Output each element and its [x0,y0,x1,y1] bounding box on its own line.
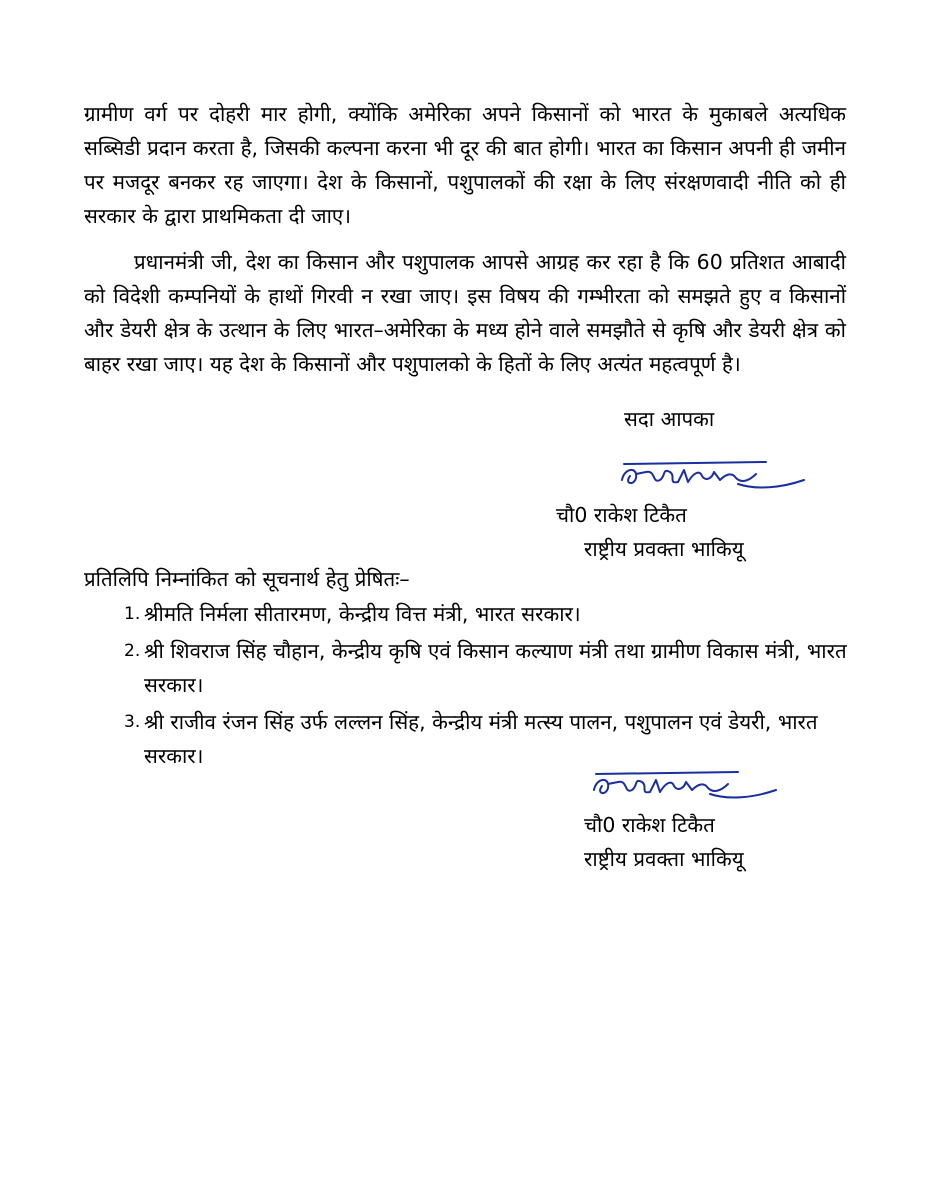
signatory-block [584,808,744,876]
handwritten-signature [616,450,806,496]
signatory-designation: राष्ट्रीय प्रवक्ता भाकियू [584,537,744,561]
signatory-name: चौ0 राकेश टिकैत [584,813,715,837]
list-item [84,597,854,631]
list-item-text: श्री राजीव रंजन सिंह उर्फ लल्लन सिंह, केन्द्रीय मंत्री मत्स्य पालन, पशुपालन एवं डेयरी, भारत सरकार। [144,710,818,768]
list-item-number: 2. [124,641,141,661]
list-item-number: 1. [124,604,141,624]
list-item [84,634,854,702]
list-item-text: श्री शिवराज सिंह चौहान, केन्द्रीय कृषि एवं किसान कल्याण मंत्री तथा ग्रामीण विकास मंत्री, भारत सरकार। [144,639,847,697]
closing-salutation: सदा आपका [624,407,715,431]
copy-to-list [84,597,854,776]
signatory-name: चौ0 राकेश टिकैत [556,503,687,527]
letter-paragraph-1: ग्रामीण वर्ग पर दोहरी मार होगी, क्योंकि अमेरिका अपने किसानों को भारत के मुकाबले अत्यधिक सब्सिडी प्रदान करता है, जिसकी कल्पना करना भी दूर की बात होगी। भारत का किसान अपनी ही जमीन पर मजदूर बनकर रह जाएगा। देश के किसानों, पशुपालकों की रक्षा के लिए संरक्षणवादी नीति को ही सरकार के द्वारा प्राथमिकता दी जाए। [84,102,846,228]
copy-to-heading: प्रतिलिपि निम्नांकित को सूचनार्थ हेतु प्रेषितः– [84,567,410,591]
list-item-number: 3. [124,712,141,732]
handwritten-signature [588,760,778,806]
list-item-text: श्रीमति निर्मला सीतारमण, केन्द्रीय वित्त मंत्री, भारत सरकार। [144,602,581,626]
signatory-designation: राष्ट्रीय प्रवक्ता भाकियू [584,847,744,871]
signatory-block [556,498,744,566]
letter-paragraph-2: प्रधानमंत्री जी, देश का किसान और पशुपालक आपसे आग्रह कर रहा है कि 60 प्रतिशत आबादी को विदेशी कम्पनियों के हाथों गिरवी न रखा जाए। इस विषय की गम्भीरता को समझते हुए व किसानों और डेयरी क्षेत्र के उत्थान के लिए भारत–अमेरिका के मध्य होने वाले समझौते से कृषि और डेयरी क्षेत्र को बाहर रखा जाए। यह देश के किसानों और पशुपालको के हितों के लिए अत्यंत महत्वपूर्ण है। [84,250,846,376]
